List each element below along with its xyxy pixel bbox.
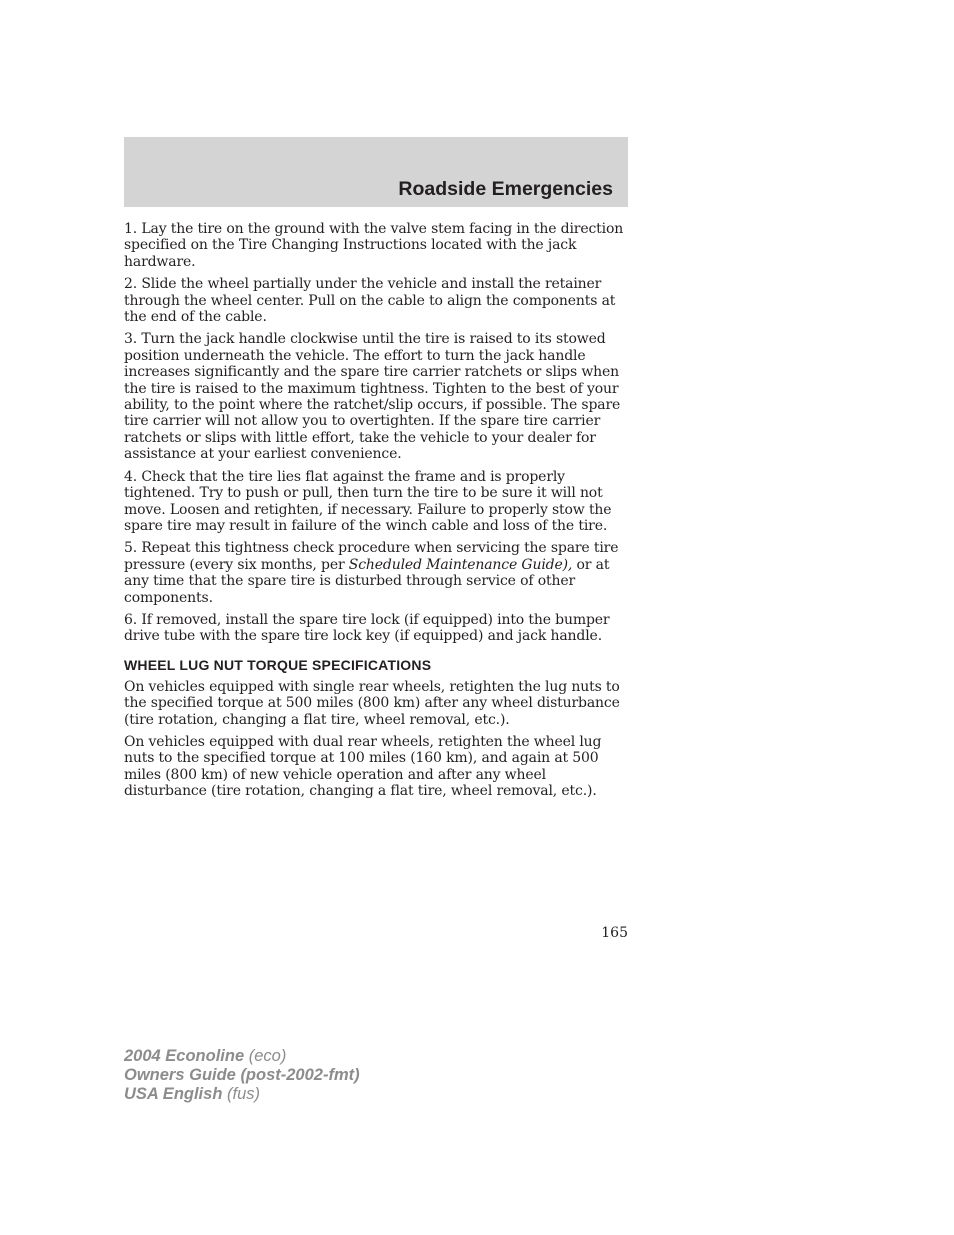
page-content [124,221,628,806]
torque-single-rear-paragraph: On vehicles equipped with single rear wheels, retighten the lug nuts to the specified torque at 500 miles (800 km) after any wheel disturbance (tire rotation, changing a flat tire, wheel removal, etc.). [124,678,620,728]
step-3: 3. Turn the jack handle clockwise until the tire is raised to its stowed position underneath the vehicle. The effort to turn the jack handle increases significantly and the spare tire carrier ratchets or slips when the tire is raised to the maximum tightness. Tighten to the best of your ability, to the point where the ratchet/slip occurs, if possible. The spare tire carrier will not allow you to overtighten. If the spare tire carrier ratchets or slips with little effort, take the vehicle to your dealer for assistance at your earliest convenience. [124,331,621,463]
footer-language-code: (fus) [227,1085,260,1103]
step-2: 2. Slide the wheel partially under the vehicle and install the retainer through the wheel center. Pull on the cable to align the components at the end of the cable. [124,276,616,326]
step-4: 4. Check that the tire lies flat against the frame and is properly tightened. Try to push or pull, then turn the tire to be sure it will not move. Loosen and retighten, if necessary. Failure to properly stow the spare tire may result in failure of the winch cable and loss of the tire. [124,468,612,534]
torque-dual-rear-paragraph: On vehicles equipped with dual rear wheels, retighten the wheel lug nuts to the specified torque at 100 miles (160 km), and again at 500 miles (800 km) of new vehicle operation and after any wheel disturbance (tire rotation, changing a flat tire, wheel removal, etc.). [124,733,602,800]
step-1: 1. Lay the tire on the ground with the valve stem facing in the direction specified on the Tire Changing Instructions located with the jack hardware. [124,221,624,270]
footer-line-1 [124,1047,360,1066]
section-title: Roadside Emergencies [398,178,613,200]
document-footer [124,1047,360,1104]
step-5 [124,540,628,606]
step-5-text-after: or at any time that the spare tire is disturbed through service of other components. [124,556,610,606]
step-5-text-before: 5. Repeat this tightness check procedure when servicing the spare tire pressure (every six months, per [124,540,619,573]
step-5-guide-reference: Scheduled Maintenance Guide), [348,556,573,573]
footer-line-2 [124,1066,360,1085]
footer-language: USA English [124,1085,223,1103]
page-number: 165 [601,925,628,941]
footer-model-code: (eco) [248,1047,287,1065]
step-6: 6. If removed, install the spare tire lock (if equipped) into the bumper drive tube with the spare tire lock key (if equipped) and jack handle. [124,611,610,645]
section-header-band [124,137,628,207]
footer-line-3 [124,1085,360,1104]
torque-section-heading: WHEEL LUG NUT TORQUE SPECIFICATIONS [124,656,432,673]
footer-model: 2004 Econoline [124,1047,245,1065]
footer-guide-format: Owners Guide (post-2002-fmt) [124,1066,360,1084]
